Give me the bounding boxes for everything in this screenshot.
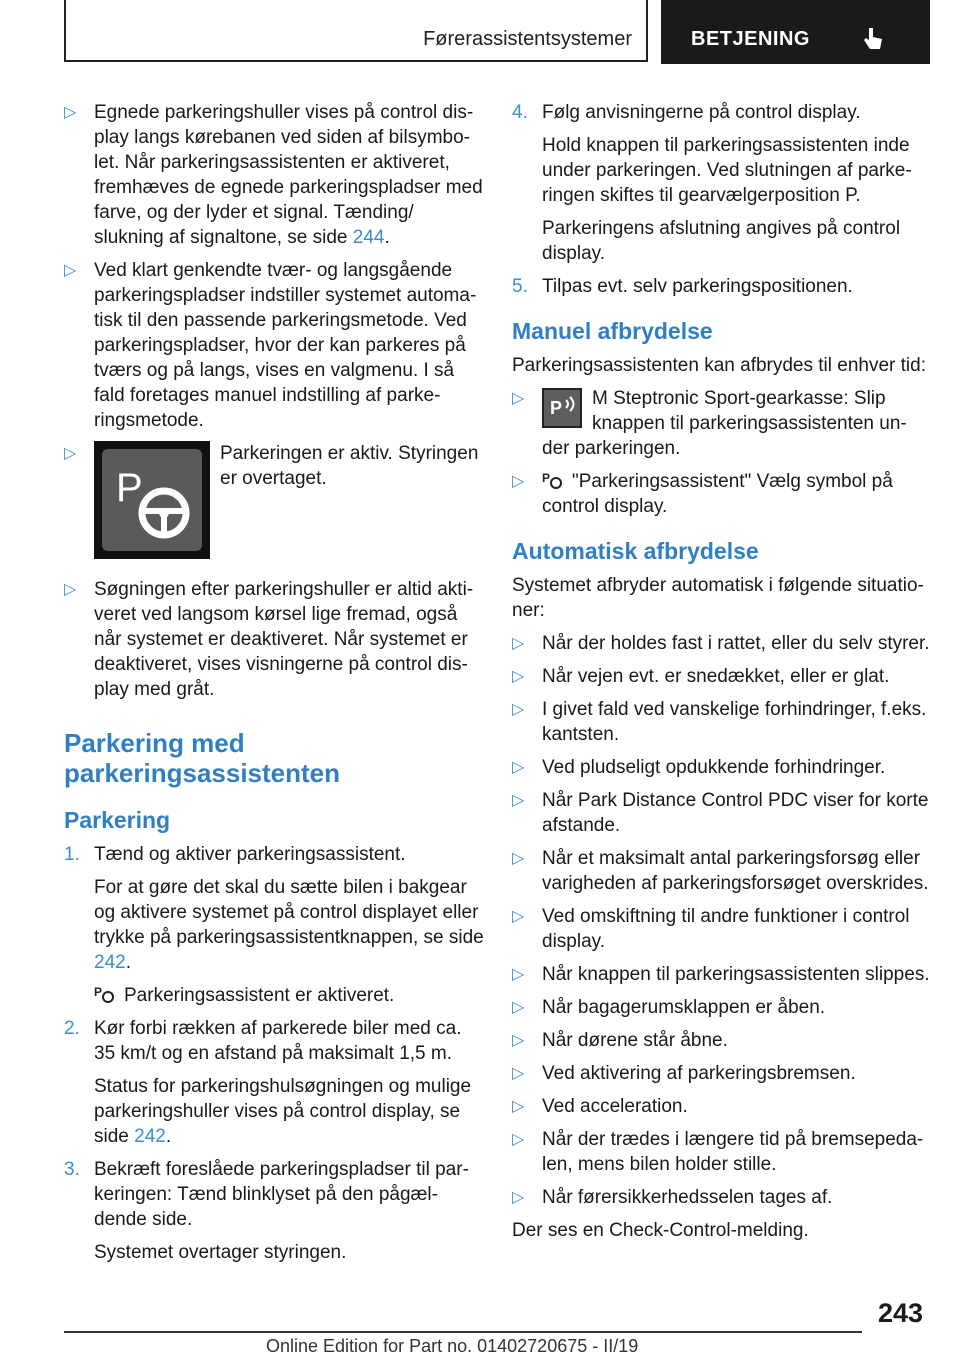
list-item: ▷ Ved omskiftning til andre funktioner i control display. xyxy=(512,906,910,952)
triangle-right-icon: ▷ xyxy=(512,390,525,407)
list-item: ▷ Ved pludseligt opdukkende forhindringer. xyxy=(512,757,886,778)
list-item: ▷ Når der holdes fast i rattet, eller du selv styrer. xyxy=(512,633,930,654)
triangle-right-icon: ▷ xyxy=(512,850,525,867)
triangle-right-icon: ▷ xyxy=(64,581,77,598)
step-number: 5. xyxy=(512,276,528,297)
svg-text:P: P xyxy=(542,471,551,485)
triangle-right-icon: ▷ xyxy=(512,999,525,1016)
step-detail: Hold knappen til parkeringsassistenten inde under parkeringen. Ved slutningen af parke-ringen skiftes til gearvælgerposition P. xyxy=(542,135,912,206)
paragraph: Der ses en Check-Control-melding. xyxy=(512,1220,809,1241)
svg-text:P: P xyxy=(94,985,103,999)
chapter-tab xyxy=(661,0,930,64)
triangle-right-icon: ▷ xyxy=(512,1032,525,1049)
list-item: ▷ Når et maksimalt antal parkeringsforsøg eller varigheden af parkeringsforsøget overskrides. xyxy=(512,848,929,894)
step-item: 2. Kør forbi rækken af parkerede biler med ca. 35 km/t og en afstand på maksimalt 1,5 m. xyxy=(64,1018,462,1064)
step-item: 5. Tilpas evt. selv parkeringspositionen. xyxy=(512,276,853,297)
page-header xyxy=(64,0,930,64)
list-item: ▷ Når knappen til parkeringsassistenten slippes. xyxy=(512,964,930,985)
triangle-right-icon: ▷ xyxy=(512,759,525,776)
list-item: ▷ Når førersikkerhedsselen tages af. xyxy=(512,1187,833,1208)
list-item: ▷ P "Parkeringsassistent" Vælg symbol på control display. xyxy=(512,471,893,517)
triangle-right-icon: ▷ xyxy=(64,262,77,279)
list-item: ▷ P M Steptronic Sport-gearkasse: Slip knappen til parkeringsassistenten un-der parkeringen. xyxy=(512,388,907,459)
triangle-right-icon: ▷ xyxy=(512,1065,525,1082)
svg-text:P: P xyxy=(550,398,563,418)
list-item: ▷ Når dørene står åbne. xyxy=(512,1030,728,1051)
list-item: ▷ Når der trædes i længere tid på bremsepeda-len, mens bilen holder stille. xyxy=(512,1129,924,1175)
triangle-right-icon: ▷ xyxy=(512,792,525,809)
section-title: Førerassistentsystemer xyxy=(423,28,632,50)
parking-assistant-icon xyxy=(542,470,564,490)
step-item: 1. Tænd og aktiver parkeringsassistent. xyxy=(64,844,406,865)
triangle-right-icon: ▷ xyxy=(512,1189,525,1206)
triangle-right-icon: ▷ xyxy=(512,701,525,718)
hand-touch-icon xyxy=(861,26,885,52)
step-detail: Parkeringens afslutning angives på control display. xyxy=(542,218,901,264)
section-tab xyxy=(64,0,648,62)
list-item: ▷ Når bagagerumsklappen er åben. xyxy=(512,997,826,1018)
page-link[interactable]: 244 xyxy=(352,227,385,248)
list-item: ▷ Ved aktivering af parkeringsbremsen. xyxy=(512,1063,856,1084)
right-column xyxy=(512,100,930,1251)
triangle-right-icon: ▷ xyxy=(512,966,525,983)
parking-button-icon xyxy=(542,388,582,428)
step-detail: Status for parkeringshulsøgningen og mulige parkeringshuller vises på control display, se side 242. xyxy=(94,1076,472,1147)
step-number: 4. xyxy=(512,102,528,123)
page-number: 243 xyxy=(878,1298,924,1328)
page-link[interactable]: 242 xyxy=(134,1126,166,1147)
left-column xyxy=(64,100,484,1273)
triangle-right-icon: ▷ xyxy=(512,668,525,685)
chapter-title: BETJENING xyxy=(691,28,810,50)
step-detail: P Parkeringsassistent er aktiveret. xyxy=(94,985,395,1006)
step-detail: Systemet overtager styringen. xyxy=(94,1242,347,1263)
paragraph: Parkeringsassistenten kan afbrydes til enhver tid: xyxy=(512,355,926,376)
step-item: 4. Følg anvisningerne på control display. xyxy=(512,102,861,123)
parking-assistant-icon xyxy=(94,984,116,1004)
step-item: 3. Bekræft foreslåede parkeringspladser til par-keringen: Tænd blinklyset på den pågæl-dende side. xyxy=(64,1159,469,1230)
subsection-heading: Parkering xyxy=(64,807,171,833)
list-item: ▷ Ved acceleration. xyxy=(512,1096,688,1117)
subsection-heading: Automatisk afbrydelse xyxy=(512,538,759,564)
list-item: ▷ Egnede parkeringshuller vises på control dis-play langs kørebanen ved siden af bilsymbo-let. Når parkeringsassistenten er aktiveret, fremhæves de egnede parkeringspladser med farve, og der lyder et signal. Tænding/ slukning af signaltone, se side 244. xyxy=(64,102,483,248)
list-item: ▷ Når vejen evt. er snedækket, eller er glat. xyxy=(512,666,890,687)
triangle-right-icon: ▷ xyxy=(512,908,525,925)
triangle-right-icon: ▷ xyxy=(64,445,77,462)
svg-text:P: P xyxy=(116,466,143,510)
paragraph: Systemet afbryder automatisk i følgende situatio-ner: xyxy=(512,575,924,621)
list-item: ▷ Når Park Distance Control PDC viser for korte afstande. xyxy=(512,790,929,836)
triangle-right-icon: ▷ xyxy=(512,1131,525,1148)
footer-divider xyxy=(64,1331,862,1333)
auto-list xyxy=(512,631,930,1210)
triangle-right-icon: ▷ xyxy=(512,1098,525,1115)
triangle-right-icon: ▷ xyxy=(64,104,77,121)
step-number: 2. xyxy=(64,1018,80,1039)
step-number: 1. xyxy=(64,844,80,865)
list-item: ▷ Søgningen efter parkeringshuller er altid akti-veret ved langsom kørsel lige fremad, også når systemet er deaktiveret. Når systemet er deaktiveret, vises visningerne på control dis-play med gråt. xyxy=(64,579,474,700)
section-heading: Parkering med parkeringsassistenten xyxy=(64,728,341,788)
triangle-right-icon: ▷ xyxy=(512,473,525,490)
step-detail: For at gøre det skal du sætte bilen i bakgear og aktivere systemet på control displayet eller trykke på parkeringsassistentknappen, se side 242. xyxy=(94,877,484,973)
list-item: ▷ I givet fald ved vanskelige forhindringer, f.eks. kantsten. xyxy=(512,699,927,745)
parking-steering-wheel-icon xyxy=(94,441,210,559)
step-number: 3. xyxy=(64,1159,80,1180)
list-item: ▷ Ved klart genkendte tvær- og langsgående parkeringspladser indstiller systemet automa-tisk til den passende parkeringsmetode. Ved parkeringspladser, hvor der kan parkeres på tværs og på langs, vises en valgmenu. I så fald foretages manuel indstilling af parke-ringsmetode. xyxy=(64,260,477,431)
list-item: ▷ P Parkeringen er aktiv. Styringen er overtaget. xyxy=(64,441,484,569)
subsection-heading: Manuel afbrydelse xyxy=(512,318,713,344)
page-link[interactable]: 242 xyxy=(94,952,126,973)
triangle-right-icon: ▷ xyxy=(512,635,525,652)
footer-edition: Online Edition for Part no. 01402720675 - II/19 xyxy=(266,1336,639,1356)
